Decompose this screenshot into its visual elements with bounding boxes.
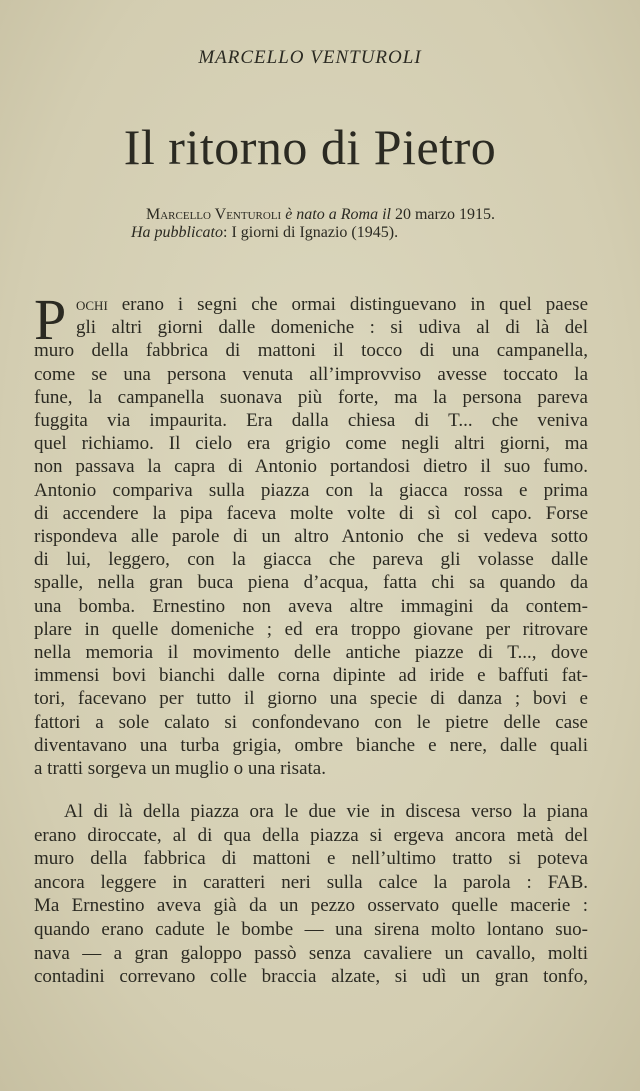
author-bio-line-2	[131, 224, 398, 242]
text-line: di lui, leggero, con la giacca che pareva gli volasse dalle	[34, 549, 588, 571]
text-line: ancora leggere in caratteri neri sulla calce la parola : FAB.	[34, 871, 588, 893]
first-word-small-caps: ochi	[76, 294, 108, 315]
text-line: una bomba. Ernestino non aveva altre immagini da contem-	[34, 595, 588, 617]
text-line: contadini correvano colle braccia alzate, si udì un gran tonfo,	[34, 966, 588, 988]
bio-born: è nato a Roma il	[285, 206, 391, 223]
text-line: quel richiamo. Il cielo era grigio come negli altri giorni, ma	[34, 433, 588, 455]
text-line: fuggita via impaurita. Era dalla chiesa di T... che veniva	[34, 410, 588, 431]
text-line: Ma Ernestino aveva già da un pezzo osservato quelle macerie :	[34, 895, 588, 917]
text-line: fune, la campanella suonava più forte, ma la persona pareva	[34, 386, 588, 408]
text-line: nava — a gran galoppo passò senza cavaliere un cavallo, molti	[34, 942, 588, 964]
bio-published-label: Ha pubblicato	[131, 224, 223, 241]
text-line: muro della fabbrica di mattoni il tocco di una campanella,	[34, 340, 588, 362]
text-line: muro della fabbrica di mattoni e nell’ultimo tratto si poteva	[34, 848, 588, 870]
text-line: plare in quelle domeniche ; ed era troppo giovane per ritrovare	[34, 618, 588, 640]
author-bio-line-1	[146, 206, 495, 224]
line-text: erano i segni che ormai distinguevano in quel paese	[107, 294, 588, 315]
text-line: Al di là della piazza ora le due vie in discesa verso la piana	[64, 801, 588, 822]
text-line: erano diroccate, al di qua della piazza si ergeva ancora metà del	[34, 824, 588, 846]
story-title: Il ritorno di Pietro	[123, 119, 497, 175]
text-line: tori, facevano per tutto il giorno una specie di danza ; bovi e	[34, 688, 588, 710]
bio-published: : I giorni di Ignazio (1945).	[223, 224, 399, 241]
text-line: a tratti sorgeva un muglio o una risata.	[34, 758, 326, 779]
text-line: come se una persona venuta all’improvviso avesse toccato la	[34, 363, 588, 385]
text-line: nella memoria il movimento delle antiche piazze di T..., dove	[34, 642, 588, 663]
text-line: fattori a sole calato si confondevano con le pietre delle case	[34, 711, 588, 733]
text-line: spalle, nella gran buca piena d’acqua, fatta chi sa quando da	[34, 572, 588, 594]
text-line: immensi bovi bianchi dalle corna dipinte ad iride e baffuti fat-	[34, 665, 588, 687]
bio-author-name: Marcello Venturoli	[146, 206, 282, 223]
text-line	[76, 293, 588, 316]
text-line: rispondeva alle parole di un altro Antonio che si vedeva sotto	[34, 526, 588, 547]
text-line: di accendere la pipa faceva molte volte di sì col capo. Forse	[34, 502, 588, 524]
text-line: Antonio compariva sulla piazza con la giacca rossa e prima	[34, 479, 588, 501]
author-header: MARCELLO VENTUROLI	[198, 47, 422, 68]
text-line: diventavano una turba grigia, ombre bianche e nere, dalle quali	[34, 734, 588, 756]
text-line: quando erano cadute le bombe — una sirena molto lontano suo-	[34, 919, 588, 940]
text-line: non passava la capra di Antonio portandosi dietro il suo fumo.	[34, 456, 588, 478]
drop-cap: P	[34, 287, 67, 352]
bio-date: 20 marzo 1915.	[394, 206, 495, 223]
text-line: gli altri giorni dalle domeniche : si udiva al di là del	[76, 317, 588, 339]
